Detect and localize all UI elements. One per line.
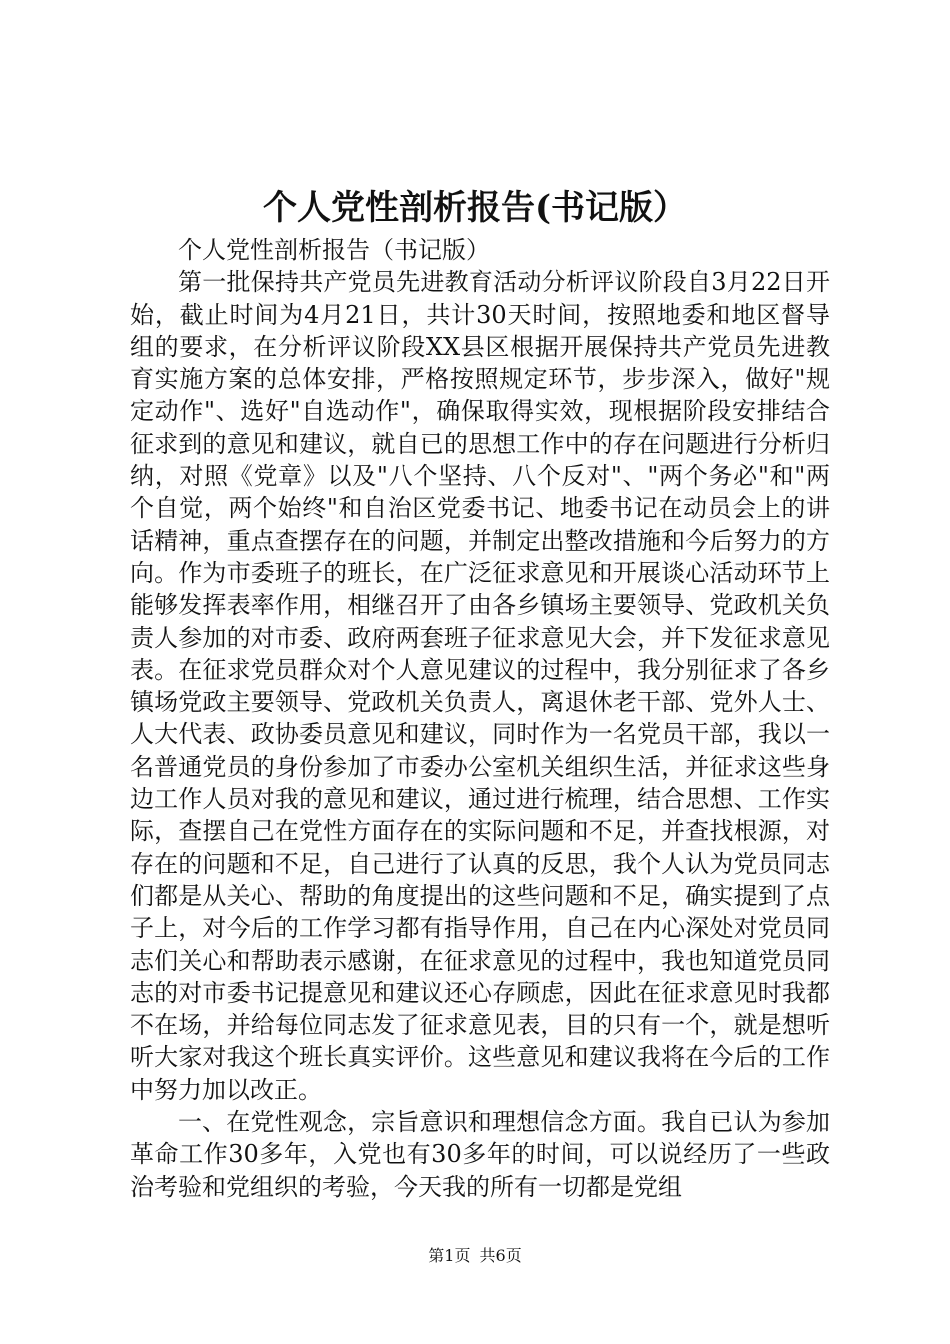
paragraph-section-one: 一、在党性观念，宗旨意识和理想信念方面。我自已认为参加革命工作30多年，入党也有30多年的时间，可以说经历了一些政治考验和党组织的考验，今天我的所有一切都是党组: [130, 1108, 830, 1201]
paragraph-intro: 第一批保持共产党员先进教育活动分析评议阶段自3月22日开始，截止时间为4月21日，共计30天时间，按照地委和地区督导组的要求，在分析评议阶段XX县区根据开展保持共产党员先进教育实施方案的总体安排，严格按照规定环节，步步深入，做好"规定动作"、选好"自选动作"，确保取得实效，现根据阶段安排结合征求到的意见和建议，就自已的思想工作中的存在问题进行分析归纳，对照《党章》以及"八个坚持、八个反对"、"两个务必"和"两个自觉，两个始终"和自治区党委书记、地委书记在动员会上的讲话精神，重点查摆存在的问题，并制定出整改措施和今后努力的方向。作为市委班子的班长，在广泛征求意见和开展谈心活动环节上能够发挥表率作用，相继召开了由各乡镇场主要领导、党政机关负责人参加的对市委、政府两套班子征求意见大会，并下发征求意见表。在征求党员群众对个人意见建议的过程中，我分别征求了各乡镇场党政主要领导、党政机关负责人，离退休老干部、党外人士、人大代表、政协委员意见和建议，同时作为一名党员干部，我以一名普通党员的身份参加了市委办公室机关组织生活，并征求这些身边工作人员对我的意见和建议，通过进行梳理，结合思想、工作实际，查摆自己在党性方面存在的实际问题和不足，并查找根源，对存在的问题和不足，自己进行了认真的反思，我个人认为党员同志们都是从关心、帮助的角度提出的这些问题和不足，确实提到了点子上，对今后的工作学习都有指导作用，自己在内心深处对党员同志们关心和帮助表示感谢，在征求意见的过程中，我也知道党员同志的对市委书记提意见和建议还心存顾虑，因此在征求意见时我都不在场，并给每位同志发了征求意见表，目的只有一个，就是想听听大家对我这个班长真实评价。这些意见和建议我将在今后的工作中努力加以改正。: [130, 268, 830, 1104]
page-number: 第1页: [428, 1246, 471, 1265]
paragraph-subtitle: 个人党性剖析报告（书记版）: [178, 236, 490, 264]
page-total: 共6页: [479, 1246, 522, 1265]
page-footer: [0, 1244, 950, 1268]
document-body: [130, 234, 830, 1203]
document-title: 个人党性剖析报告(书记版）: [262, 188, 688, 228]
